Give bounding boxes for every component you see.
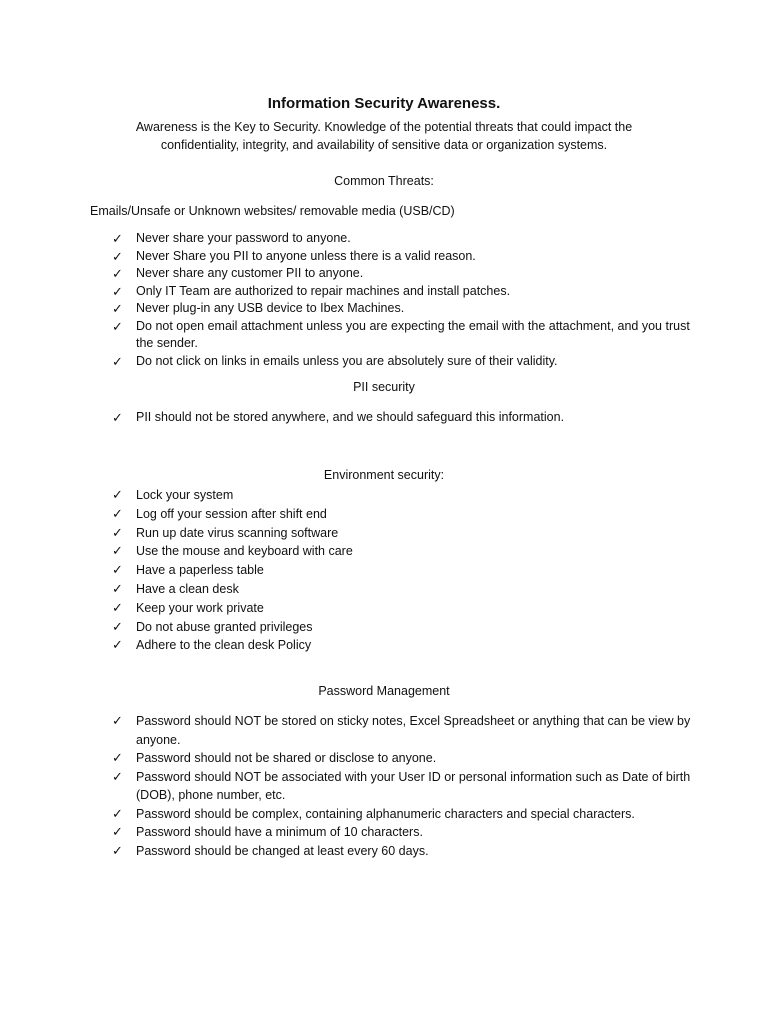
checkmark-icon: ✓ [112,505,123,521]
threats-heading: Common Threats: [334,174,434,188]
list-item: ✓ Adhere to the clean desk Policy [112,637,312,653]
list-item: ✓ Password should have a minimum of 10 characters. [112,824,423,839]
list-item: ✓ Do not open email attachment unless you are expecting the email with the attachment, and you trust the sender. [112,318,690,350]
checkmark-icon: ✓ [112,842,123,858]
list-item: ✓ Password should not be shared or disclose to anyone. [112,750,437,765]
checkmark-icon: ✓ [112,562,123,578]
checkmark-icon: ✓ [112,301,123,316]
list-item: ✓ Password should be changed at least every 60 days. [112,842,429,858]
list-item: ✓ Password should NOT be stored on sticky notes, Excel Spreadsheet or anything that can be view by anyone. [112,713,691,747]
list-item: ✓ Do not click on links in emails unless you are absolutely sure of their validity. [112,353,558,369]
document-title: Information Security Awareness. [267,95,501,112]
list-item: ✓ Keep your work private [112,599,264,615]
checkmark-icon: ✓ [112,618,123,634]
list-item: ✓ Have a clean desk [112,580,239,596]
list-item: ✓ Use the mouse and keyboard with care [112,543,353,559]
password-heading: Password Management [318,684,450,698]
checkmark-icon: ✓ [112,543,123,559]
list-item: ✓ Log off your session after shift end [112,505,327,521]
checkmark-icon: ✓ [112,637,123,653]
checkmark-icon: ✓ [112,750,123,765]
checkmark-icon: ✓ [112,266,123,281]
list-item: ✓ Only IT Team are authorized to repair machines and install patches. [112,283,511,299]
checkmark-icon: ✓ [112,599,123,615]
list-item: ✓ Never Share you PII to anyone unless there is a valid reason. [112,248,476,264]
list-item: ✓ Password should NOT be associated with your User ID or personal information such as Date of birth (DOB), phone number, etc. [112,768,691,802]
checkmark-icon: ✓ [112,487,123,502]
list-item: ✓ Run up date virus scanning software [112,524,339,540]
list-item: ✓ Lock your system [112,487,234,502]
list-item: ✓ Never share your password to anyone. [112,231,351,246]
checkmark-icon: ✓ [112,248,123,264]
pii-list [112,409,692,427]
checkmark-icon: ✓ [112,410,123,425]
threats-list [112,230,692,370]
checkmark-icon: ✓ [112,231,123,246]
intro-paragraph: Awareness is the Key to Security. Knowledge of the potential threats that could impact the confidentiality, integrity, and availability of sensitive data or organization systems. [135,120,633,152]
list-item: ✓ Never share any customer PII to anyone. [112,266,364,281]
list-item: ✓ Password should be complex, containing alphanumeric characters and special characters. [112,805,635,821]
checkmark-icon: ✓ [112,713,123,728]
checkmark-icon: ✓ [112,824,123,839]
list-item: ✓ Have a paperless table [112,562,264,578]
checkmark-icon: ✓ [112,353,123,369]
checkmark-icon: ✓ [112,318,123,334]
checkmark-icon: ✓ [112,283,123,299]
checkmark-icon: ✓ [112,524,123,540]
checkmark-icon: ✓ [112,768,123,784]
environment-list [112,486,692,655]
environment-heading: Environment security: [323,468,445,482]
checkmark-icon: ✓ [112,805,123,821]
checkmark-icon: ✓ [112,580,123,596]
threats-subheading: Emails/Unsafe or Unknown websites/ removable media (USB/CD) [90,204,455,218]
list-item: ✓ Never plug-in any USB device to Ibex Machines. [112,301,405,316]
list-item: ✓ Do not abuse granted privileges [112,618,313,634]
password-list [112,712,692,860]
list-item: ✓ PII should not be stored anywhere, and we should safeguard this information. [112,410,565,425]
pii-heading: PII security [353,380,415,394]
